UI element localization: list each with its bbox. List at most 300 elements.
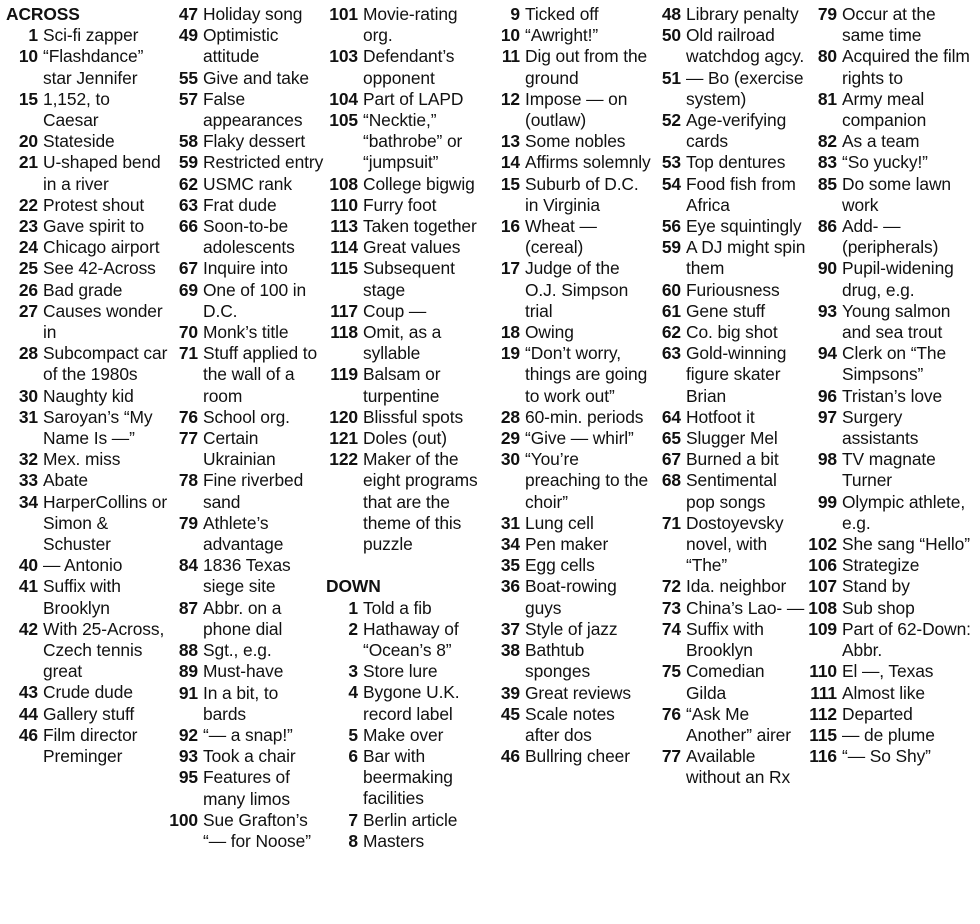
clue-number: 72: [661, 576, 681, 597]
clue-number: 62: [661, 322, 681, 343]
clue-number: 9: [510, 4, 520, 24]
clue-item: [491, 555, 651, 576]
clue-text: HarperCollins or Simon & Schuster: [43, 491, 168, 555]
clue-number: 105: [329, 110, 358, 131]
clue-text: Monk’s title: [203, 322, 289, 343]
clue-text: Suffix with Brooklyn: [686, 618, 764, 661]
clue-number: 1: [348, 597, 358, 618]
clue-number: 112: [809, 703, 837, 724]
clue-number: 110: [809, 661, 837, 682]
clue-item: [805, 746, 980, 767]
clue-text: Fine riverbed sand: [203, 470, 304, 512]
clue-text: Abate: [43, 470, 88, 491]
clue-number: 34: [500, 534, 520, 555]
clue-number: 81: [817, 88, 837, 109]
clue-text: Scale notes after dos: [525, 703, 615, 745]
clue-number: 87: [178, 597, 198, 618]
clue-item: [326, 216, 483, 237]
clue-text: Library penalty: [686, 4, 799, 24]
clue-item: [326, 619, 483, 661]
clue-number: 50: [661, 25, 681, 46]
clue-column-2: [168, 4, 325, 852]
clue-item: [168, 407, 325, 428]
clue-number: 83: [817, 152, 837, 173]
clue-text: Restricted entry: [203, 152, 324, 173]
clue-number: 66: [178, 216, 198, 237]
clue-item: [168, 322, 325, 343]
clue-text: Tristan’s love: [842, 385, 943, 406]
clue-number: 31: [500, 512, 520, 533]
clue-number: 85: [817, 173, 837, 194]
clue-column-1: [6, 4, 168, 767]
clue-item: [168, 640, 325, 661]
clue-item: [654, 4, 809, 25]
clue-column-5: [654, 4, 809, 789]
clue-number: 37: [500, 618, 520, 639]
clue-text: Old railroad watchdog agcy.: [686, 25, 805, 67]
clue-number: 77: [178, 428, 198, 449]
clue-item: [491, 640, 651, 682]
clue-item: [168, 4, 325, 25]
clue-text: Lung cell: [525, 512, 594, 533]
clue-item: [168, 725, 325, 746]
clue-item: [491, 131, 651, 152]
clue-number: 56: [661, 216, 681, 237]
clue-item: [491, 449, 651, 513]
clue-item: [805, 704, 980, 725]
clue-number: 22: [18, 194, 38, 215]
clue-item: [168, 470, 325, 512]
clue-text: Protest shout: [43, 194, 145, 215]
clue-number: 34: [18, 491, 38, 512]
clue-number: 113: [330, 216, 358, 237]
clue-number: 86: [817, 216, 837, 237]
clue-number: 14: [500, 152, 520, 173]
clue-item: [805, 301, 980, 343]
clue-item: [326, 174, 483, 195]
clue-item: [6, 449, 168, 470]
clue-text: — de plume: [842, 724, 935, 745]
clue-item: [805, 4, 980, 46]
clue-item: [6, 131, 168, 152]
clue-text: Owing: [525, 322, 574, 343]
clue-item: [491, 407, 651, 428]
clue-number: 15: [18, 88, 38, 109]
clue-number: 38: [500, 640, 520, 661]
clue-text: Style of jazz: [525, 618, 618, 639]
clue-number: 99: [817, 491, 837, 512]
clue-number: 100: [169, 809, 198, 830]
clue-text: Chicago airport: [43, 237, 160, 258]
clue-item: [654, 576, 809, 597]
clue-number: 71: [661, 512, 681, 533]
clue-item: [805, 534, 980, 555]
clue-item: [326, 407, 483, 428]
clue-item: [6, 195, 168, 216]
clue-text: Holiday song: [203, 4, 303, 24]
clue-list: [654, 4, 809, 789]
clue-item: [6, 216, 168, 237]
clue-text: Gold-winning figure skater Brian: [686, 343, 787, 406]
clue-item: [805, 449, 980, 491]
clue-text: Young salmon and sea trout: [842, 300, 951, 343]
clue-item: [491, 513, 651, 534]
clue-text: Ida. neighbor: [686, 576, 787, 597]
clue-item: [654, 598, 809, 619]
clue-number: 90: [817, 258, 837, 279]
clue-number: 110: [330, 194, 358, 215]
clue-text: Furiousness: [686, 279, 780, 300]
clue-number: 31: [18, 406, 38, 427]
clue-text: Bar with beermaking facilities: [363, 746, 453, 809]
clue-number: 79: [178, 512, 198, 533]
clue-text: Slugger Mel: [686, 428, 778, 449]
clue-text: As a team: [842, 131, 920, 152]
clue-text: Sentimental pop songs: [686, 470, 777, 512]
clue-number: 108: [808, 597, 837, 618]
clue-number: 62: [178, 173, 198, 194]
clue-item: [491, 4, 651, 25]
clue-item: [654, 343, 809, 407]
clue-number: 46: [18, 724, 38, 745]
clue-number: 122: [329, 449, 358, 470]
clue-number: 119: [330, 364, 358, 385]
clue-text: Add- — (peripherals): [842, 216, 939, 258]
clue-number: 76: [661, 703, 681, 724]
clue-item: [326, 746, 483, 810]
clue-text: Give and take: [203, 67, 310, 88]
clue-number: 82: [817, 131, 837, 152]
clue-number: 93: [817, 300, 837, 321]
clue-number: 108: [329, 173, 358, 194]
clue-text: Told a fib: [363, 597, 432, 618]
clue-text: “Necktie,” “bathrobe” or “jumpsuit”: [363, 110, 463, 173]
clue-text: School org.: [203, 406, 290, 427]
clue-text: 60-min. periods: [525, 406, 644, 427]
clue-number: 92: [178, 724, 198, 745]
clue-number: 120: [329, 406, 358, 427]
clue-number: 39: [500, 682, 520, 703]
clue-item: [168, 343, 325, 407]
clue-number: 53: [661, 152, 681, 173]
clue-item: [654, 216, 809, 237]
clue-text: Bullring cheer: [525, 746, 630, 767]
clue-text: Age-verifying cards: [686, 110, 787, 152]
clue-text: Wheat — (cereal): [525, 216, 597, 258]
clue-item: [6, 237, 168, 258]
clue-item: [168, 661, 325, 682]
clue-number: 26: [18, 279, 38, 300]
clue-text: Saroyan’s “My Name Is —”: [43, 406, 153, 449]
clue-item: [654, 301, 809, 322]
clue-text: She sang “Hello”: [842, 534, 970, 555]
clue-text: Flaky dessert: [203, 131, 306, 152]
clue-number: 2: [348, 618, 358, 639]
clue-item: [805, 725, 980, 746]
clue-number: 54: [661, 173, 681, 194]
clue-text: Part of 62-Down: Abbr.: [842, 618, 971, 661]
clue-item: [326, 4, 483, 46]
clue-item: [654, 110, 809, 152]
clue-item: [491, 152, 651, 173]
clue-item: [326, 195, 483, 216]
clue-number: 10: [18, 46, 38, 67]
clue-item: [654, 470, 809, 512]
clue-item: [491, 46, 651, 88]
clue-item: [805, 407, 980, 449]
clue-text: College bigwig: [363, 173, 475, 194]
clue-number: 44: [18, 703, 38, 724]
clue-text: Clerk on “The Simpsons”: [842, 343, 947, 385]
clue-number: 49: [178, 25, 198, 46]
clue-number: 75: [661, 661, 681, 682]
clue-number: 10: [500, 25, 520, 46]
clue-text: Gene stuff: [686, 300, 765, 321]
clue-text: Subcompact car of the 1980s: [43, 343, 168, 385]
clue-text: Sue Grafton’s “— for Noose”: [203, 809, 311, 851]
clue-item: [326, 258, 483, 300]
clue-text: False appearances: [203, 88, 303, 131]
clue-number: 65: [661, 428, 681, 449]
clue-item: [654, 237, 809, 279]
clue-item: [654, 152, 809, 173]
clue-number: 3: [348, 661, 358, 682]
clue-item: [6, 46, 168, 88]
clue-number: 6: [348, 746, 358, 767]
clue-item: [6, 25, 168, 46]
clue-text: Suffix with Brooklyn: [43, 576, 121, 618]
clue-item: [491, 258, 651, 322]
clue-number: 103: [329, 46, 358, 67]
clue-number: 7: [348, 809, 358, 830]
clue-item: [6, 682, 168, 703]
clue-number: 67: [178, 258, 198, 279]
clue-text: Film director Preminger: [43, 724, 138, 767]
clue-text: Must-have: [203, 661, 284, 682]
clue-item: [168, 746, 325, 767]
clue-text: Furry foot: [363, 194, 437, 215]
clue-item: [654, 322, 809, 343]
clue-number: 42: [18, 618, 38, 639]
clue-text: Part of LAPD: [363, 88, 464, 109]
clue-text: Army meal companion: [842, 88, 927, 131]
clue-item: [805, 555, 980, 576]
clue-text: Subsequent stage: [363, 258, 455, 300]
clue-text: Bathtub sponges: [525, 640, 591, 682]
clue-item: [805, 619, 980, 661]
clue-item: [654, 746, 809, 788]
clue-number: 12: [500, 88, 520, 109]
clue-item: [805, 598, 980, 619]
clue-number: 59: [178, 152, 198, 173]
clue-number: 1: [28, 25, 38, 46]
clue-item: [491, 89, 651, 131]
clue-number: 96: [817, 385, 837, 406]
clue-item: [326, 110, 483, 174]
clue-text: Great values: [363, 237, 461, 258]
clue-text: Omit, as a syllable: [363, 322, 442, 364]
clue-item: [805, 258, 980, 300]
clue-number: 4: [348, 682, 358, 703]
clue-number: 25: [18, 258, 38, 279]
clue-item: [491, 25, 651, 46]
clue-item: [491, 216, 651, 258]
clue-item: [654, 449, 809, 470]
clue-number: 91: [178, 682, 198, 703]
clue-text: Some nobles: [525, 131, 626, 152]
clue-text: Olympic athlete, e.g.: [842, 491, 966, 533]
clue-item: [326, 725, 483, 746]
clue-text: Top dentures: [686, 152, 786, 173]
clue-text: Store lure: [363, 661, 438, 682]
clue-number: 48: [661, 4, 681, 24]
clue-number: 59: [661, 237, 681, 258]
clue-item: [6, 386, 168, 407]
clue-text: “So yucky!”: [842, 152, 928, 173]
clue-number: 93: [178, 746, 198, 767]
clue-text: Burned a bit: [686, 449, 779, 470]
clue-text: El —, Texas: [842, 661, 934, 682]
clue-list: [326, 4, 483, 555]
clue-column-6: [805, 4, 980, 767]
clue-item: [326, 237, 483, 258]
clue-number: 5: [348, 724, 358, 745]
clue-number: 30: [500, 449, 520, 470]
clue-text: Hathaway of “Ocean’s 8”: [363, 618, 459, 661]
clue-number: 68: [661, 470, 681, 491]
clue-number: 107: [808, 576, 837, 597]
clue-item: [326, 46, 483, 88]
clue-number: 69: [178, 279, 198, 300]
clue-item: [326, 322, 483, 364]
clue-text: In a bit, to bards: [203, 682, 279, 724]
clue-item: [805, 343, 980, 385]
clue-text: See 42-Across: [43, 258, 156, 279]
clue-text: Stand by: [842, 576, 910, 597]
clue-item: [654, 619, 809, 661]
clue-text: Comedian Gilda: [686, 661, 765, 703]
clue-item: [491, 704, 651, 746]
clue-number: 57: [178, 88, 198, 109]
clue-number: 102: [808, 534, 837, 555]
clue-text: “You’re preaching to the choir”: [525, 449, 649, 512]
clue-item: [168, 131, 325, 152]
clue-item: [491, 746, 651, 767]
clue-text: Strategize: [842, 555, 920, 576]
clue-text: Certain Ukrainian: [203, 428, 276, 470]
clue-number: 20: [18, 131, 38, 152]
clue-item: [168, 428, 325, 470]
clue-number: 117: [330, 300, 358, 321]
clue-text: Crude dude: [43, 682, 133, 703]
clue-number: 21: [18, 152, 38, 173]
clue-item: [326, 831, 483, 852]
clue-text: One of 100 in D.C.: [203, 279, 307, 321]
clue-text: USMC rank: [203, 173, 292, 194]
clue-number: 55: [178, 67, 198, 88]
clue-item: [491, 322, 651, 343]
clue-number: 88: [178, 640, 198, 661]
clue-item: [326, 661, 483, 682]
clue-number: 19: [500, 343, 520, 364]
clue-number: 84: [178, 555, 198, 576]
clue-number: 89: [178, 661, 198, 682]
clue-item: [6, 470, 168, 491]
clue-item: [491, 576, 651, 618]
clue-number: 71: [178, 343, 198, 364]
clue-number: 106: [808, 555, 837, 576]
clue-item: [168, 25, 325, 67]
clue-item: [491, 619, 651, 640]
clue-item: [805, 576, 980, 597]
clue-text: Athlete’s advantage: [203, 512, 284, 555]
clue-number: 15: [500, 173, 520, 194]
clue-list: [168, 4, 325, 852]
clue-number: 77: [661, 746, 681, 767]
clue-text: Available without an Rx: [686, 746, 791, 788]
clue-item: [168, 258, 325, 279]
clue-text: 1836 Texas siege site: [203, 555, 291, 597]
clue-text: 1,152, to Caesar: [43, 88, 110, 130]
clue-number: 97: [817, 406, 837, 427]
clue-number: 80: [817, 46, 837, 67]
clue-text: Bygone U.K. record label: [363, 682, 460, 724]
clue-number: 118: [330, 322, 358, 343]
clue-text: U-shaped bend in a river: [43, 152, 161, 194]
clue-text: — Antonio: [43, 555, 123, 576]
clue-item: [6, 152, 168, 194]
clue-number: 52: [661, 110, 681, 131]
clue-number: 46: [500, 746, 520, 767]
clue-text: Features of many limos: [203, 767, 290, 809]
clue-text: Took a chair: [203, 746, 296, 767]
clue-text: Gave spirit to: [43, 216, 145, 237]
clue-item: [326, 428, 483, 449]
clue-text: Frat dude: [203, 194, 277, 215]
clue-text: Dostoyevsky novel, with “The”: [686, 512, 784, 576]
clue-text: Stateside: [43, 131, 115, 152]
clue-list: [6, 25, 168, 767]
clue-number: 73: [661, 597, 681, 618]
clue-item: [654, 68, 809, 110]
clue-item: [654, 513, 809, 577]
clue-text: Mex. miss: [43, 449, 121, 470]
clue-text: Co. big shot: [686, 322, 778, 343]
clue-item: [6, 555, 168, 576]
clue-column-3: [326, 4, 483, 852]
clue-text: — Bo (exercise system): [686, 67, 804, 109]
clue-number: 111: [810, 682, 837, 703]
clue-number: 104: [329, 88, 358, 109]
clue-text: Ticked off: [525, 4, 599, 24]
clue-item: [654, 704, 809, 746]
clue-item: [168, 810, 325, 852]
clue-text: Defendant’s opponent: [363, 46, 455, 88]
clue-text: Bad grade: [43, 279, 123, 300]
clue-number: 47: [178, 4, 198, 24]
clue-number: 94: [817, 343, 837, 364]
clue-number: 79: [817, 4, 837, 24]
clue-number: 27: [18, 300, 38, 321]
clue-item: [805, 661, 980, 682]
clue-number: 70: [178, 322, 198, 343]
clue-number: 115: [330, 258, 358, 279]
clue-text: Pen maker: [525, 534, 609, 555]
clue-number: 18: [500, 322, 520, 343]
clue-number: 36: [500, 576, 520, 597]
clue-number: 116: [809, 746, 837, 767]
clue-item: [168, 280, 325, 322]
